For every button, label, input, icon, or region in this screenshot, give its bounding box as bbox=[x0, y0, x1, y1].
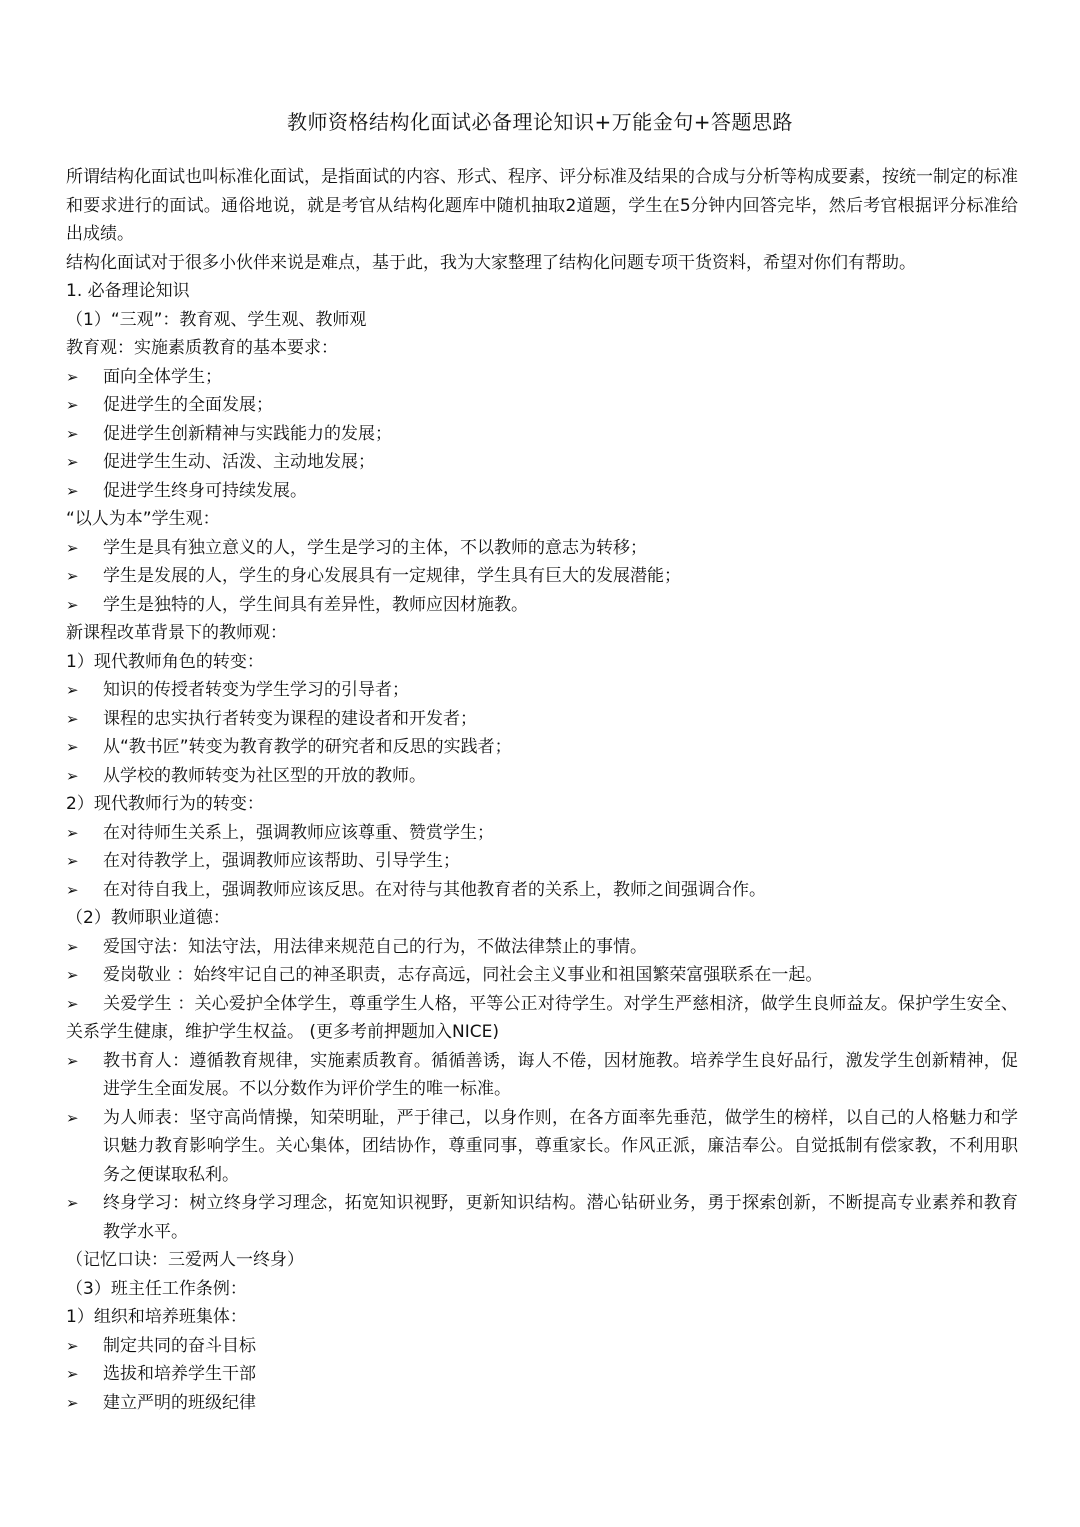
ethics-list bbox=[66, 933, 1018, 1247]
arrow-bullet-icon: ➢ bbox=[66, 1051, 79, 1070]
education-view-list bbox=[66, 363, 1018, 506]
arrow-bullet-icon: ➢ bbox=[66, 1393, 79, 1412]
list-item: ➢ 在对待教学上，强调教师应该帮助、引导学生； bbox=[66, 847, 1018, 876]
arrow-bullet-icon: ➢ bbox=[66, 994, 79, 1013]
subsection-heading: （1）“三观”：教育观、学生观、教师观 bbox=[66, 309, 367, 330]
arrow-bullet-icon: ➢ bbox=[66, 481, 79, 500]
arrow-bullet-icon: ➢ bbox=[66, 567, 79, 585]
arrow-bullet-icon: ➢ bbox=[66, 852, 79, 870]
list-item: ➢ 学生是具有独立意义的人，学生是学习的主体，不以教师的意志为转移； bbox=[66, 534, 1018, 563]
list-item: ➢ 从学校的教师转变为社区型的开放的教师。 bbox=[66, 762, 1018, 791]
list-item: ➢ 知识的传授者转变为学生学习的引导者； bbox=[66, 676, 1018, 705]
intro-paragraph: 结构化面试对于很多小伙伴来说是难点，基于此，我为大家整理了结构化问题专项干货资料，希望对你们有帮助。 bbox=[66, 252, 916, 273]
arrow-bullet-icon: ➢ bbox=[66, 766, 79, 785]
education-view-heading: 教育观：实施素质教育的基本要求： bbox=[66, 338, 338, 358]
list-item: ➢ 从“教书匠”转变为教育教学的研究者和反思的实践者； bbox=[66, 733, 1018, 762]
list-item: ➢ 面向全体学生； bbox=[66, 363, 1018, 392]
arrow-bullet-icon: ➢ bbox=[66, 966, 79, 984]
organize-class-heading: 1）组织和培养班集体： bbox=[66, 1307, 247, 1327]
list-item: ➢ 教书育人：遵循教育规律，实施素质教育。循循善诱，诲人不倦，因材施教。培养学生良好品行，激发学生创新精神，促进学生全面发展。不以分数作为评价学生的唯一标准。 bbox=[66, 1047, 1018, 1104]
list-item: ➢ 在对待师生关系上，强调教师应该尊重、赞赏学生； bbox=[66, 819, 1018, 848]
list-item: ➢ 建立严明的班级纪律 bbox=[66, 1389, 1018, 1418]
arrow-bullet-icon: ➢ bbox=[66, 709, 79, 728]
document-title: 教师资格结构化面试必备理论知识+万能金句+答题思路 bbox=[286, 110, 793, 134]
arrow-bullet-icon: ➢ bbox=[66, 396, 79, 414]
arrow-bullet-icon: ➢ bbox=[66, 1365, 79, 1383]
organize-class-list bbox=[66, 1332, 1018, 1418]
list-item: ➢ 学生是独特的人，学生间具有差异性，教师应因材施教。 bbox=[66, 591, 1018, 620]
arrow-bullet-icon: ➢ bbox=[66, 880, 79, 899]
list-item: ➢ 终身学习：树立终身学习理念，拓宽知识视野，更新知识结构。潜心钻研业务，勇于探索创新，不断提高专业素养和教育教学水平。 bbox=[66, 1189, 1018, 1246]
document-body bbox=[66, 163, 1018, 1417]
arrow-bullet-icon: ➢ bbox=[66, 367, 79, 386]
teacher-role-list bbox=[66, 676, 1018, 790]
arrow-bullet-icon: ➢ bbox=[66, 681, 79, 699]
list-item: ➢ 爱国守法：知法守法，用法律来规范自己的行为，不做法律禁止的事情。 bbox=[66, 933, 1018, 962]
list-item: ➢ 促进学生终身可持续发展。 bbox=[66, 477, 1018, 506]
subsection-heading: （3）班主任工作条例： bbox=[66, 1278, 247, 1299]
intro-paragraph: 所谓结构化面试也叫标准化面试，是指面试的内容、形式、程序、评分标准及结果的合成与分析等构成要素，按统一制定的标准和要求进行的面试。通俗地说，就是考官从结构化题库中随机抽取2道题，学生在5分钟内回答完毕，然后考官根据评分标准给出成绩。 bbox=[66, 167, 1018, 244]
teacher-behavior-list bbox=[66, 819, 1018, 905]
arrow-bullet-icon: ➢ bbox=[66, 595, 79, 614]
list-item: ➢ 关爱学生 ：关心爱护全体学生，尊重学生人格，平等公正对待学生。对学生严慈相济，做学生良师益友。保护学生安全、关系学生健康，维护学生权益。 (更多考前押题加入NICE) bbox=[66, 990, 1018, 1047]
student-view-list bbox=[66, 534, 1018, 620]
list-item: ➢ 制定共同的奋斗目标 bbox=[66, 1332, 1018, 1361]
teacher-role-heading: 1）现代教师角色的转变： bbox=[66, 651, 264, 672]
arrow-bullet-icon: ➢ bbox=[66, 937, 79, 956]
arrow-bullet-icon: ➢ bbox=[66, 1194, 79, 1212]
section-heading: 1. 必备理论知识 bbox=[66, 281, 190, 301]
arrow-bullet-icon: ➢ bbox=[66, 538, 79, 557]
arrow-bullet-icon: ➢ bbox=[66, 1108, 79, 1127]
list-item: ➢ 爱岗敬业 ：始终牢记自己的神圣职责，志存高远，同社会主义事业和祖国繁荣富强联系在一起。 bbox=[66, 961, 1018, 990]
teacher-behavior-heading: 2）现代教师行为的转变： bbox=[66, 794, 264, 814]
list-item: ➢ 促进学生生动、活泼、主动地发展； bbox=[66, 448, 1018, 477]
list-item: ➢ 促进学生创新精神与实践能力的发展； bbox=[66, 420, 1018, 449]
subsection-heading: （2）教师职业道德： bbox=[66, 908, 230, 928]
arrow-bullet-icon: ➢ bbox=[66, 738, 79, 756]
list-item: ➢ 在对待自我上，强调教师应该反思。在对待与其他教育者的关系上，教师之间强调合作。 bbox=[66, 876, 1018, 905]
list-item: ➢ 促进学生的全面发展； bbox=[66, 391, 1018, 420]
arrow-bullet-icon: ➢ bbox=[66, 823, 79, 842]
student-view-heading: “以人为本”学生观： bbox=[66, 509, 220, 529]
arrow-bullet-icon: ➢ bbox=[66, 424, 79, 443]
arrow-bullet-icon: ➢ bbox=[66, 1336, 79, 1355]
arrow-bullet-icon: ➢ bbox=[66, 453, 79, 471]
list-item: ➢ 为人师表：坚守高尚情操，知荣明耻，严于律己，以身作则，在各方面率先垂范，做学生的榜样，以自己的人格魅力和学识魅力教育影响学生。关心集体，团结协作，尊重同事，尊重家长。作风正派，廉洁奉公。自觉抵制有偿家教，不利用职务之便谋取私利。 bbox=[66, 1104, 1018, 1190]
list-item: ➢ 课程的忠实执行者转变为课程的建设者和开发者； bbox=[66, 705, 1018, 734]
list-item: ➢ 选拔和培养学生干部 bbox=[66, 1360, 1018, 1389]
list-item: ➢ 学生是发展的人，学生的身心发展具有一定规律，学生具有巨大的发展潜能； bbox=[66, 562, 1018, 591]
memory-tip: （记忆口诀：三爱两人一终身） bbox=[66, 1250, 304, 1270]
teacher-view-heading: 新课程改革背景下的教师观： bbox=[66, 623, 287, 643]
